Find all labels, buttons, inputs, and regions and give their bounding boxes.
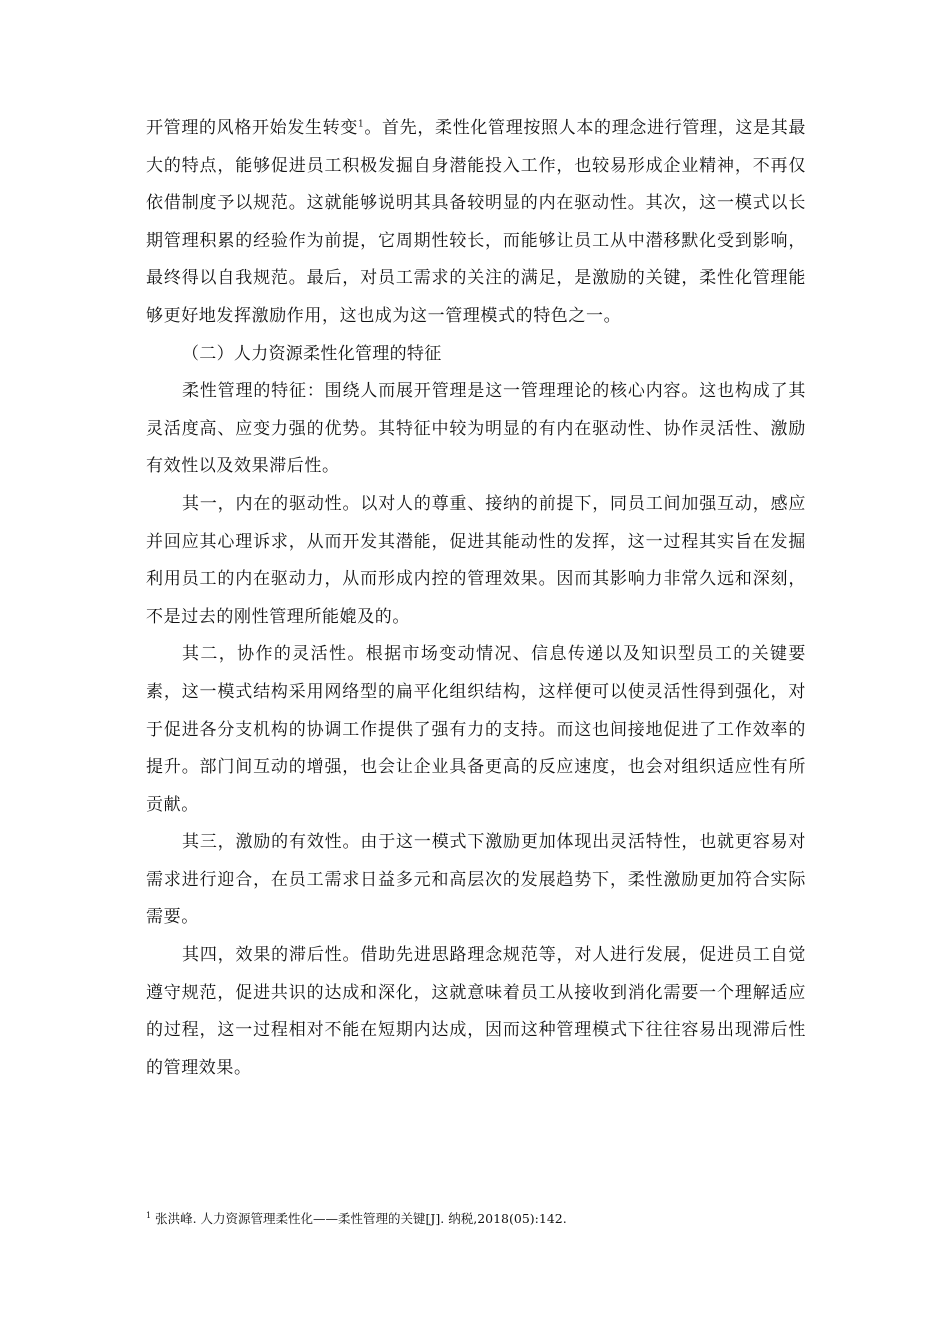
section-heading: （二）人力资源柔性化管理的特征 [182,343,442,364]
footnote-mark: 1 [146,1210,152,1220]
paragraph-effect-lag: 其四，效果的滞后性。借助先进思路理念规范等，对人进行发展，促进员工自觉遵守规范，促进共识的达成和深化，这就意味着员工从接收到消化需要一个理解适应的过程，这一过程相对不能在短期内达成，因而这种管理模式下往往容易出现滞后性的管理效果。 [146,945,806,1078]
footnote [146,1210,567,1228]
footnote-text: 张洪峰. 人力资源管理柔性化——柔性管理的关键[J]. 纳税,2018(05):142. [151,1211,567,1226]
footnote-reference[interactable]: 1 [358,119,365,130]
paragraph-collaboration-flexibility: 其二，协作的灵活性。根据市场变动情况、信息传递以及知识型员工的关键要素，这一模式结构采用网络型的扁平化组织结构，这样便可以使灵活性得到强化，对于促进各分支机构的协调工作提供了强有力的支持。而这也间接地促进了工作效率的提升。部门间互动的增强，也会让企业具备更高的反应速度，也会对组织适应性有所贡献。 [146,644,806,815]
paragraph-text: 开管理的风格开始发生转变 [146,118,358,138]
paragraph-intrinsic-drive: 其一，内在的驱动性。以对人的尊重、接纳的前提下，同员工间加强互动，感应并回应其心理诉求，从而开发其潜能，促进其能动性的发挥，这一过程其实旨在发掘利用员工的内在驱动力，从而形成内控的管理效果。因而其影响力非常久远和深刻，不是过去的刚性管理所能媲及的。 [146,493,806,627]
paragraph-features: 柔性管理的特征：围绕人而展开管理是这一管理理论的核心内容。这也构成了其灵活度高、应变力强的优势。其特征中较为明显的有内在驱动性、协作灵活性、激励有效性以及效果滞后性。 [146,381,806,477]
paragraph-continuation [146,110,806,336]
paragraph-text: 。首先，柔性化管理按照人本的理念进行管理，这是其最大的特点，能够促进员工积极发掘自身潜能投入工作，也较易形成企业精神，不再仅依借制度予以规范。这就能够说明其具备较明显的内在驱动性。其次，这一模式以长期管理积累的经验作为前提，它周期性较长，而能够让员工从中潜移默化受到影响，最终得以自我规范。最后，对员工需求的关注的满足，是激励的关键，柔性化管理能够更好地发挥激励作用，这也成为这一管理模式的特色之一。 [146,118,806,326]
document-body [146,110,806,1087]
paragraph-incentive-effectiveness: 其三，激励的有效性。由于这一模式下激励更加体现出灵活特性，也就更容易对需求进行迎合，在员工需求日益多元和高层次的发展趋势下，柔性激励更加符合实际需要。 [146,832,806,928]
